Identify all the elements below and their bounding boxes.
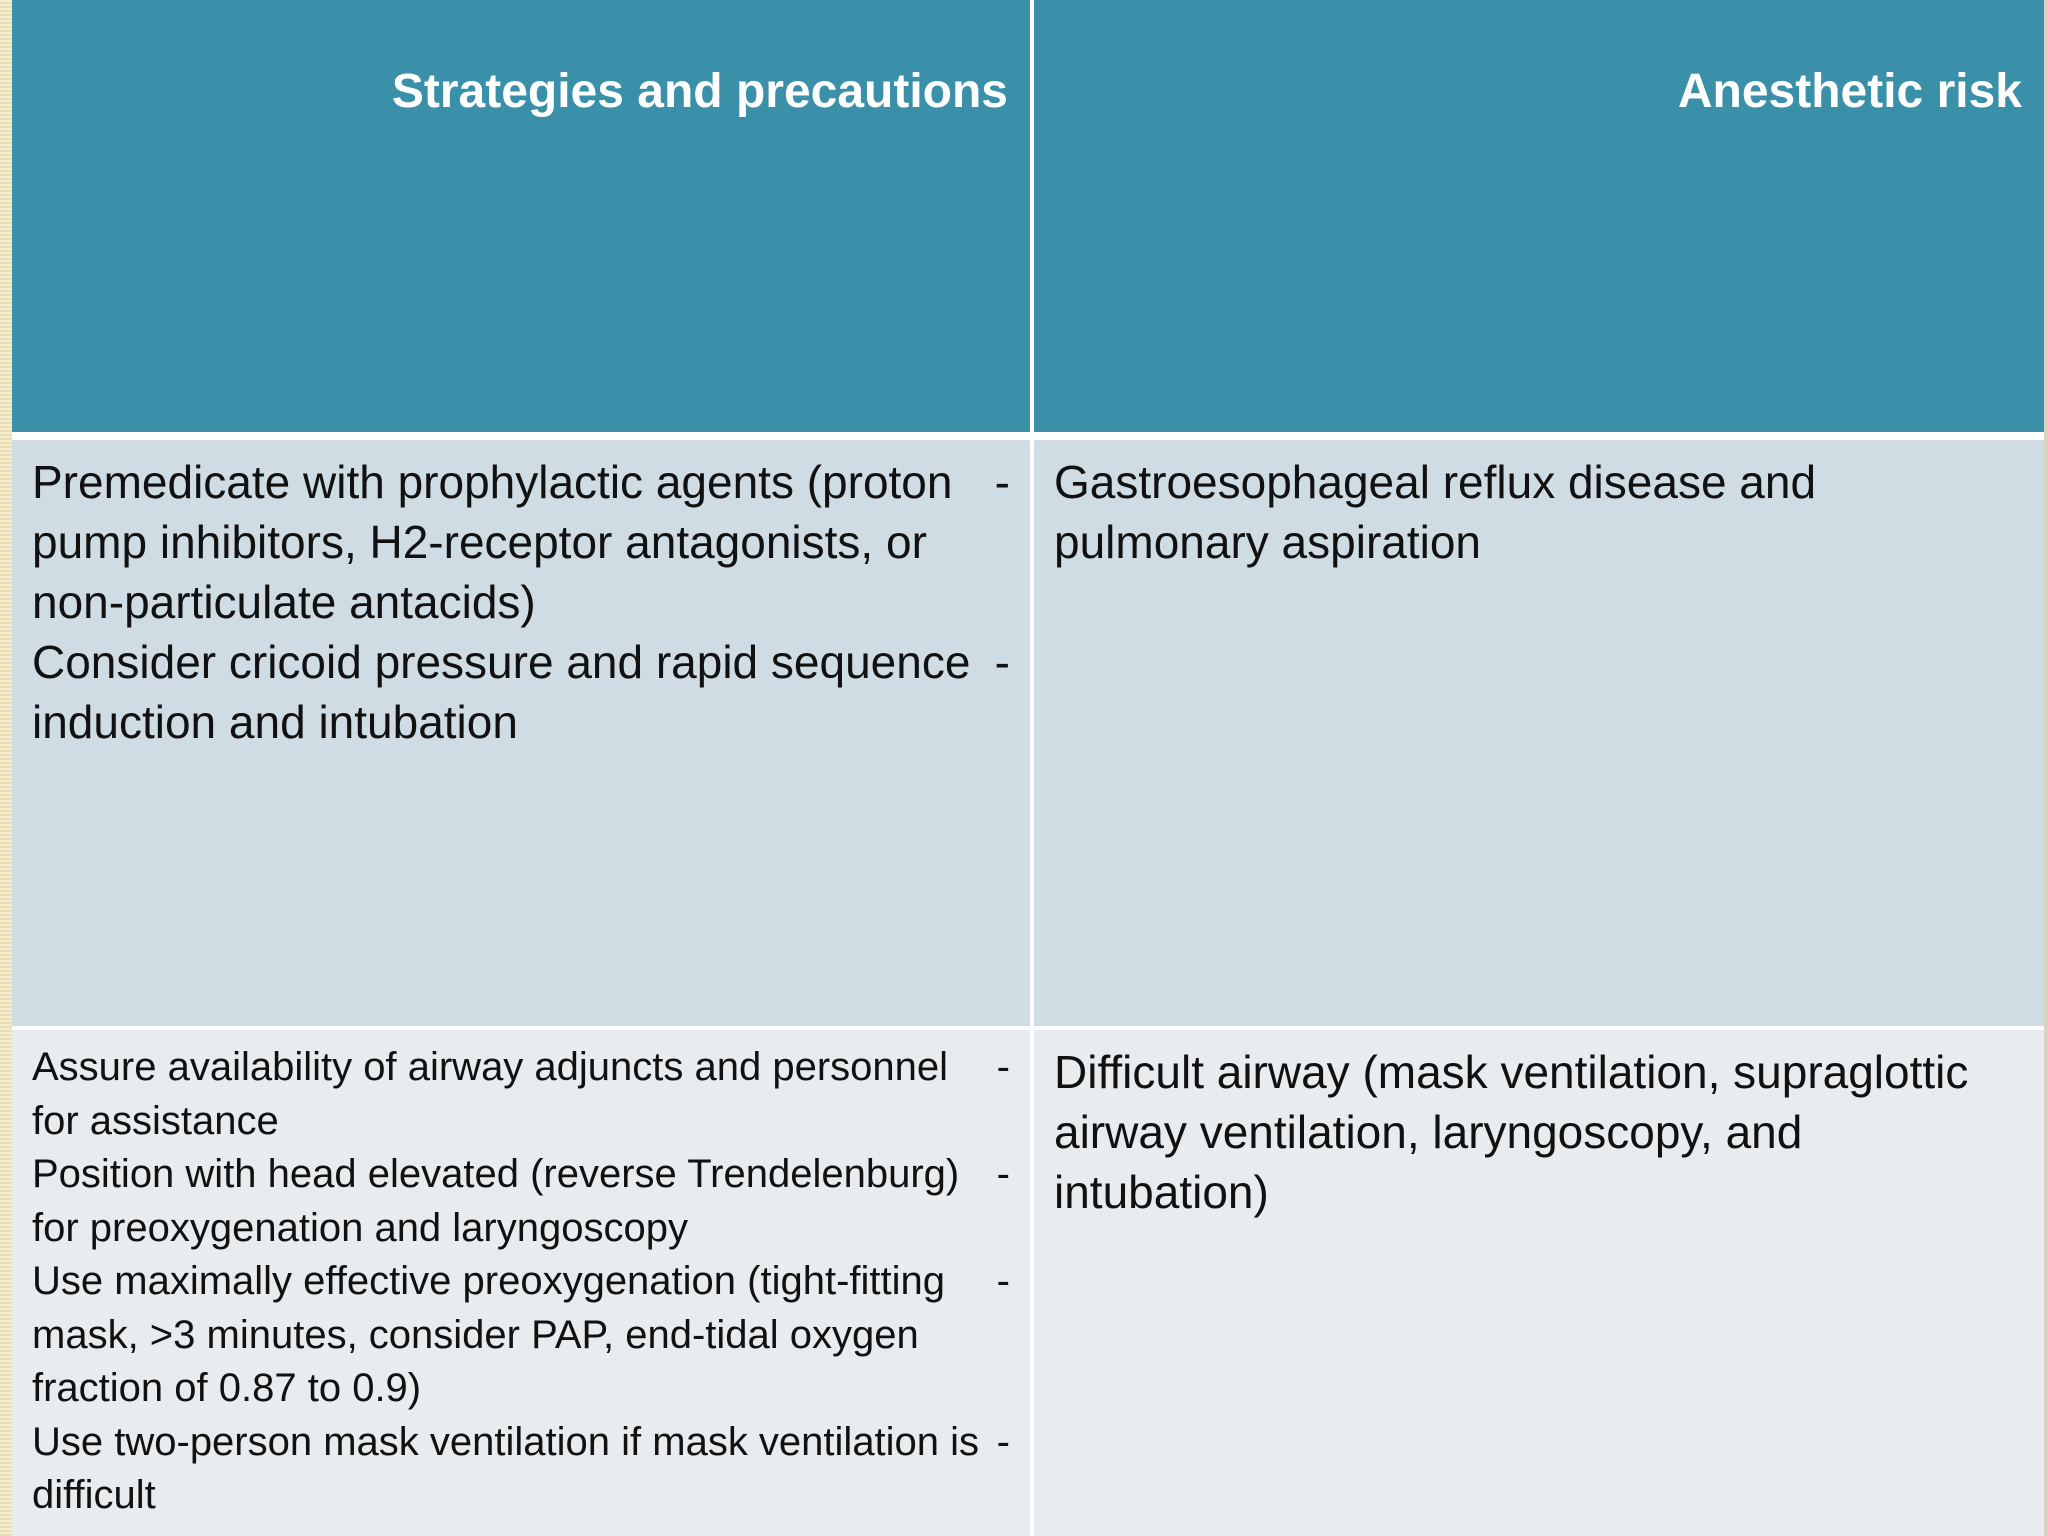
bullet-dash: - [996,1152,1010,1196]
row2-risk-cell [1034,1030,2044,1536]
row2-strategy-item [32,1041,1010,1148]
bullet-dash: - [996,1045,1010,1089]
row1-strategy-item [32,452,1010,632]
row2-strategy-item [32,1416,1010,1523]
row2-risk-text: Difficult airway (mask ventilation, supraglottic airway ventilation, laryngoscopy, and intubation) [1054,1046,1969,1218]
risk-table [12,0,2044,1536]
row1-strategy-text: Premedicate with prophylactic agents (proton pump inhibitors, H2-receptor antagonists, or non-particulate antacids) [32,456,953,628]
row2-strategies-cell [12,1030,1030,1536]
header-risk [1034,0,2044,432]
row2-strategy-text: Assure availability of airway adjuncts and personnel for assistance [32,1045,949,1143]
header-risk-label: Anesthetic risk [1677,65,2022,118]
row2-strategy-text: Use two-person mask ventilation if mask ventilation is difficult [32,1419,980,1517]
bullet-dash: - [996,1259,1010,1303]
row2-strategy-item [32,1255,1010,1416]
bullet-dash: - [996,1419,1010,1464]
row2-strategy-text: Use maximally effective preoxygenation (tight-fitting mask, >3 minutes, consider PAP, end-tidal oxygen fraction of 0.87 to 0.9) [32,1259,946,1410]
row1-risk-cell [1034,440,2044,1026]
row1-strategies-cell [12,440,1030,1026]
row1-risk-text: Gastroesophageal reflux disease and pulmonary aspiration [1054,456,1817,568]
row2-strategy-item [32,1148,1010,1255]
slide-decorative-border [0,0,12,1536]
bullet-dash: - [994,456,1010,508]
slide-right-edge [2044,0,2048,1536]
row2-strategy-text: Position with head elevated (reverse Trendelenburg) for preoxygenation and laryngoscopy [32,1152,960,1250]
bullet-dash: - [994,636,1010,688]
row1-strategy-item [32,632,1010,752]
header-strategies-label: Strategies and precautions [391,65,1008,118]
header-strategies [12,0,1030,432]
row1-strategy-text: Consider cricoid pressure and rapid sequence induction and intubation [32,636,971,748]
